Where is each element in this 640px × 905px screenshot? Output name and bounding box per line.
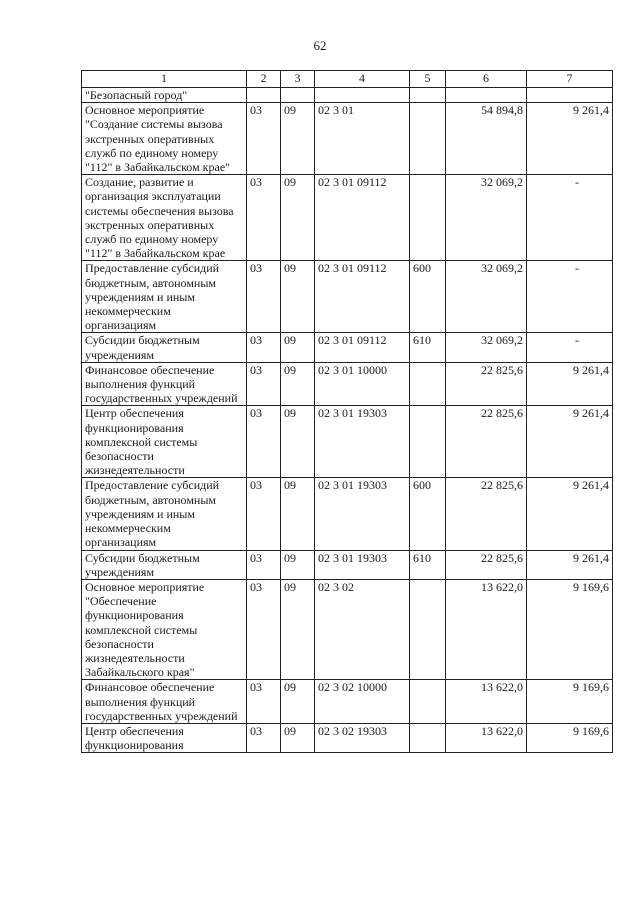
- row-section: 03: [247, 680, 281, 724]
- row-subsection: 09: [281, 550, 315, 579]
- row-target-code: 02 3 02: [315, 579, 410, 679]
- row-amount-col7: 9 169,6: [527, 723, 613, 752]
- row-subsection: 09: [281, 723, 315, 752]
- row-section: 03: [247, 406, 281, 478]
- row-amount-col6: 32 069,2: [446, 333, 527, 362]
- row-amount-col6: 22 825,6: [446, 406, 527, 478]
- header-col-1: 1: [82, 71, 247, 88]
- header-row: [82, 71, 613, 88]
- row-expense-type: [410, 406, 446, 478]
- header-col-5: 5: [410, 71, 446, 88]
- row-amount-col7: 9 261,4: [527, 550, 613, 579]
- header-col-2: 2: [247, 71, 281, 88]
- row-section: 03: [247, 478, 281, 550]
- row-section: 03: [247, 333, 281, 362]
- row-target-code: 02 3 01 10000: [315, 362, 410, 406]
- row-name: Предоставление субсидий бюджетным, автономным учреждениям и иным некоммерческим организациям: [82, 478, 247, 550]
- row-amount-col6: 22 825,6: [446, 362, 527, 406]
- row-subsection: 09: [281, 103, 315, 175]
- row-amount-col6: [446, 88, 527, 103]
- row-subsection: 09: [281, 406, 315, 478]
- row-subsection: 09: [281, 680, 315, 724]
- row-target-code: 02 3 01 09112: [315, 261, 410, 333]
- table-row: [82, 88, 613, 103]
- row-target-code: 02 3 01 09112: [315, 333, 410, 362]
- row-subsection: 09: [281, 478, 315, 550]
- row-amount-col7: -: [527, 261, 613, 333]
- row-subsection: 09: [281, 175, 315, 261]
- row-section: 03: [247, 723, 281, 752]
- row-amount-col7: 9 261,4: [527, 406, 613, 478]
- row-amount-col7: -: [527, 333, 613, 362]
- row-target-code: 02 3 01 19303: [315, 478, 410, 550]
- row-section: 03: [247, 103, 281, 175]
- row-amount-col7: [527, 88, 613, 103]
- row-target-code: 02 3 02 19303: [315, 723, 410, 752]
- page-number: 62: [313, 38, 327, 53]
- header-col-7: 7: [527, 71, 613, 88]
- row-subsection: 09: [281, 362, 315, 406]
- row-name: Основное мероприятие "Обеспечение функционирования комплексной системы безопасности жизнедеятельности Забайкальского края": [82, 579, 247, 679]
- row-expense-type: 600: [410, 478, 446, 550]
- row-amount-col6: 22 825,6: [446, 478, 527, 550]
- row-target-code: 02 3 02 10000: [315, 680, 410, 724]
- row-section: 03: [247, 362, 281, 406]
- row-name: Основное мероприятие "Создание системы вызова экстренных оперативных служб по единому номеру "112" в Забайкальском крае": [82, 103, 247, 175]
- table-row: [82, 261, 613, 333]
- header-col-3: 3: [281, 71, 315, 88]
- row-expense-type: 610: [410, 550, 446, 579]
- row-section: [247, 88, 281, 103]
- table-row: [82, 680, 613, 724]
- row-subsection: 09: [281, 333, 315, 362]
- row-name: Финансовое обеспечение выполнения функций государственных учреждений: [82, 362, 247, 406]
- row-amount-col6: 13 622,0: [446, 579, 527, 679]
- table-row: [82, 103, 613, 175]
- row-expense-type: [410, 723, 446, 752]
- row-target-code: 02 3 01 19303: [315, 406, 410, 478]
- budget-table: [81, 70, 613, 753]
- table-row: [82, 362, 613, 406]
- row-amount-col7: 9 169,6: [527, 680, 613, 724]
- row-amount-col6: 13 622,0: [446, 723, 527, 752]
- row-expense-type: [410, 103, 446, 175]
- row-amount-col7: 9 261,4: [527, 103, 613, 175]
- row-target-code: 02 3 01 09112: [315, 175, 410, 261]
- row-amount-col7: -: [527, 175, 613, 261]
- row-amount-col6: 22 825,6: [446, 550, 527, 579]
- row-name: Центр обеспечения функционирования: [82, 723, 247, 752]
- table-row: [82, 406, 613, 478]
- table-row: [82, 723, 613, 752]
- header-col-4: 4: [315, 71, 410, 88]
- row-expense-type: [410, 362, 446, 406]
- row-subsection: 09: [281, 261, 315, 333]
- table-row: [82, 175, 613, 261]
- row-amount-col6: 13 622,0: [446, 680, 527, 724]
- row-expense-type: [410, 579, 446, 679]
- row-name: Финансовое обеспечение выполнения функций государственных учреждений: [82, 680, 247, 724]
- table-row: [82, 579, 613, 679]
- row-subsection: [281, 88, 315, 103]
- row-expense-type: [410, 175, 446, 261]
- row-section: 03: [247, 175, 281, 261]
- row-expense-type: 610: [410, 333, 446, 362]
- table-row: [82, 333, 613, 362]
- row-amount-col7: 9 261,4: [527, 362, 613, 406]
- row-section: 03: [247, 579, 281, 679]
- row-expense-type: [410, 680, 446, 724]
- row-section: 03: [247, 261, 281, 333]
- row-section: 03: [247, 550, 281, 579]
- row-target-code: 02 3 01: [315, 103, 410, 175]
- row-name: Центр обеспечения функционирования комплексной системы безопасности жизнедеятельности: [82, 406, 247, 478]
- row-subsection: 09: [281, 579, 315, 679]
- row-name: Субсидии бюджетным учреждениям: [82, 333, 247, 362]
- row-amount-col7: 9 169,6: [527, 579, 613, 679]
- row-amount-col6: 54 894,8: [446, 103, 527, 175]
- table-row: [82, 550, 613, 579]
- row-amount-col6: 32 069,2: [446, 261, 527, 333]
- header-col-6: 6: [446, 71, 527, 88]
- row-name: Создание, развитие и организация эксплуатации системы обеспечения вызова экстренных оперативных служб по единому номеру "112" в Забайкальском крае: [82, 175, 247, 261]
- table-row: [82, 478, 613, 550]
- row-name: "Безопасный город": [82, 88, 247, 103]
- row-target-code: 02 3 01 19303: [315, 550, 410, 579]
- row-target-code: [315, 88, 410, 103]
- row-amount-col7: 9 261,4: [527, 478, 613, 550]
- row-amount-col6: 32 069,2: [446, 175, 527, 261]
- row-name: Предоставление субсидий бюджетным, автономным учреждениям и иным некоммерческим организациям: [82, 261, 247, 333]
- row-name: Субсидии бюджетным учреждениям: [82, 550, 247, 579]
- row-expense-type: 600: [410, 261, 446, 333]
- row-expense-type: [410, 88, 446, 103]
